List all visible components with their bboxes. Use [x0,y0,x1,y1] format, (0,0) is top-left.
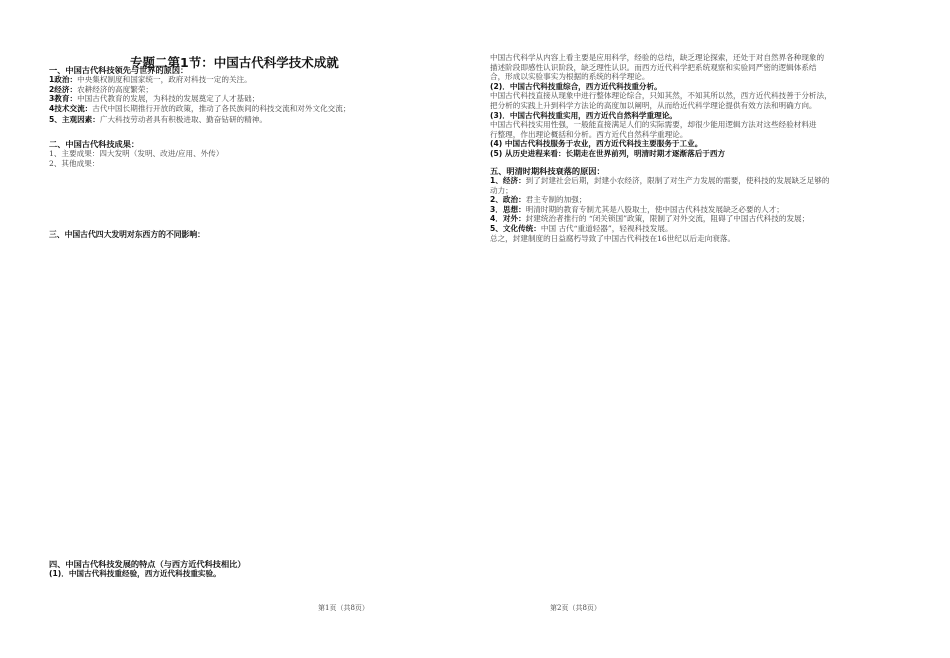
section-5 [490,166,829,243]
achievements-line-2: 2、其他成果： [49,158,100,168]
feature-point-5: (5) 从历史进程来看：长期走在世界前列，明清时期才逐渐落后于西方 [490,148,726,158]
section-3-heading: 三、中国古代四大发明对东西方的不同影响： [49,230,205,239]
paragraph-line: 合，形成以实验事实为根据的系统的科学理论。 [490,72,650,82]
document-title: 专题二第1节：中国古代科学技术成就 [130,55,339,70]
section-5-summary: 总之，封建制度的日益腐朽导致了中国古代科技在16世纪以后走向衰落。 [490,233,736,243]
achievements-line-1: 1、主要成果：四大发明（发明、改进/应用、外传） [49,149,224,158]
page-footer-2: 第2页（共8页） [550,604,601,612]
reason-item: 1政治：中央集权制度和国家统一，政府对科技一定的关注。 [49,75,252,84]
section-4-heading: 四、中国古代科技发展的特点（与西方近代科技相比） [49,559,246,569]
feature-point-4: (4) 中国古代科技服务于农业，西方近代科技主要服务于工业。 [490,139,703,149]
right-page [475,0,950,658]
section-1 [49,65,350,125]
paragraph-line: 中国古代科技实用性强，一般能直接满足人们的实际需要，却很少能用逻辑方法对这些经验材料进 [490,120,817,130]
section-3 [49,230,205,240]
decline-item: 1、经济：到了封建社会后期，封建小农经济，限制了对生产力发展的需要，使科技的发展缺乏足够的 [490,176,830,185]
paragraph-line: 把分析的实践上升到科学方法论的高度加以阐明，从而给近代科学理论提供有效方法和明确方向。 [490,100,817,110]
reason-item: 4技术交流：古代中国长期推行开放的政策，推动了各民族间的科技交流和对外文化交流； [49,103,351,113]
reason-item: 2经济：农耕经济的高度繁荣； [49,84,154,94]
paragraph-line: 中国古代科学从内容上看主要是应用科学，经验的总结，缺乏理论探索，还处于对自然界各种现象的 [490,53,825,62]
section-2-heading: 二、中国古代科技成果： [49,139,140,149]
reason-item: 3教育：中国古代教育的发展，为科技的发展奠定了人才基础； [49,94,260,104]
features-continued [490,53,832,159]
section-5-heading: 五、明清时期科技衰落的原因： [490,166,605,176]
decline-item: 2、政治：君主专制的加强； [490,195,587,205]
decline-item: 动力； [490,185,513,195]
paragraph-line: 行整理，作出理论概括和分析。西方近代自然科学重理论。 [490,129,688,139]
section-1-heading: 一、中国古代科技领先与世界的原因： [49,65,189,75]
paragraph-line: 描述阶段即感性认识阶段，缺乏理性认识。而西方近代科学把系统观察和实验同严密的逻辑体系结 [490,62,817,72]
reason-item: 5、主观因素：广大科技劳动者具有积极进取、勤奋钻研的精神。 [49,115,267,125]
section-4 [49,559,246,579]
section-2 [49,139,223,168]
decline-item: 5、文化传统：中国 古代“重道轻器”，轻视科技发展。 [490,223,673,233]
feature-point-2: (2)．中国古代科技重综合，西方近代科技重分析。 [490,81,662,91]
page-footer-1: 第1页（共8页） [318,604,369,612]
decline-item: 4．对外：封建统治者推行的 “闭关锁国”政策，限制了对外交流，阻碍了中国古代科技的发展； [490,214,810,224]
section-4-point-1: (1)．中国古代科技重经验，西方近代科技重实验。 [49,569,221,578]
paragraph-line: 中国古代科技直接从现象中进行整体理论综合，只知其然，不知其所以然，西方近代科技善于分析法， [490,91,832,101]
feature-point-3: (3)．中国古代科技重实用，西方近代自然科学重理论。 [490,110,677,120]
decline-item: 3．思想：明清时期的教育专制尤其是八股取士，使中国古代科技发展缺乏必要的人才； [490,204,784,214]
